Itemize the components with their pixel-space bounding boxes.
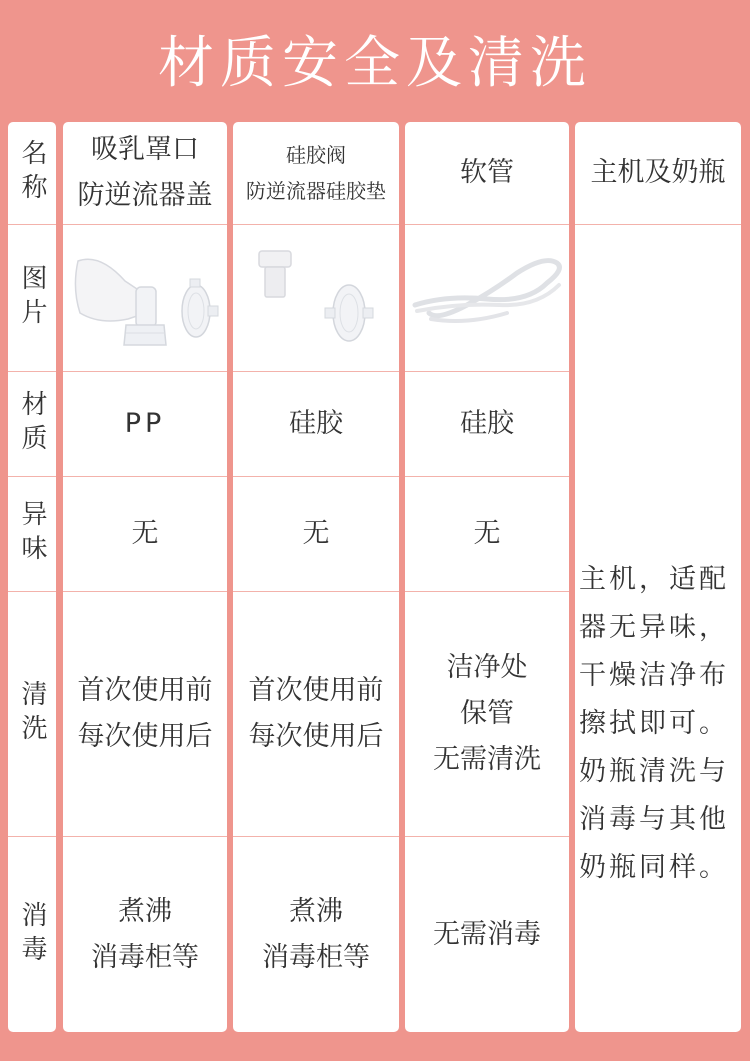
cleaning-cell: 首次使用前 每次使用后	[233, 592, 399, 837]
silicone-valve-and-pad-image	[241, 233, 391, 363]
header-line: 软管	[460, 157, 514, 188]
disinfection-cell: 煮沸 消毒柜等	[262, 895, 370, 973]
cleaning-cell: 首次使用前 每次使用后	[63, 592, 227, 837]
header-line: 防逆流器硅胶垫	[246, 179, 386, 203]
label-cleaning: 清洗	[8, 592, 56, 837]
column-silicone-valve	[233, 122, 399, 1032]
host-description: 主机，适配 器无异味， 干燥洁净布 擦拭即可。 奶瓶清洗与 消毒与其他 奶瓶同样。	[579, 564, 729, 883]
material-cell: 硅胶	[233, 372, 399, 477]
header-line: 硅胶阀	[286, 143, 346, 167]
header-cell	[63, 122, 227, 225]
cleaning-cell: 洁净处 保管 无需清洗	[405, 592, 569, 837]
header-line: 防逆流器盖	[77, 180, 213, 211]
column-breast-shield	[63, 122, 227, 1032]
material-cell: 硅胶	[405, 372, 569, 477]
label-picture: 图片	[8, 225, 56, 372]
picture-cell	[233, 225, 399, 372]
odor-cell: 无	[233, 477, 399, 592]
material-cell: PP	[63, 372, 227, 477]
label-material: 材质	[8, 372, 56, 477]
disinfection-cell: 无需消毒	[433, 918, 541, 950]
breast-shield-and-valve-cap-image	[70, 233, 220, 363]
picture-cell	[405, 225, 569, 372]
header-cell	[233, 122, 399, 225]
column-host-and-bottle	[575, 122, 741, 1032]
page-title: 材质安全及清洗	[158, 31, 592, 96]
disinfection-cell: 煮沸 消毒柜等	[91, 895, 199, 973]
header-cell	[405, 122, 569, 225]
odor-cell: 无	[63, 477, 227, 592]
label-column	[8, 122, 56, 1032]
label-disinfection: 消毒	[17, 900, 47, 969]
label-name: 名称	[8, 122, 56, 225]
header-line: 吸乳罩口	[91, 134, 199, 165]
label-odor: 异味	[8, 477, 56, 592]
odor-cell: 无	[405, 477, 569, 592]
header-cell	[575, 122, 741, 225]
tubing-image	[407, 233, 567, 363]
picture-cell	[63, 225, 227, 372]
header-line: 主机及奶瓶	[590, 157, 726, 188]
column-tubing	[405, 122, 569, 1032]
